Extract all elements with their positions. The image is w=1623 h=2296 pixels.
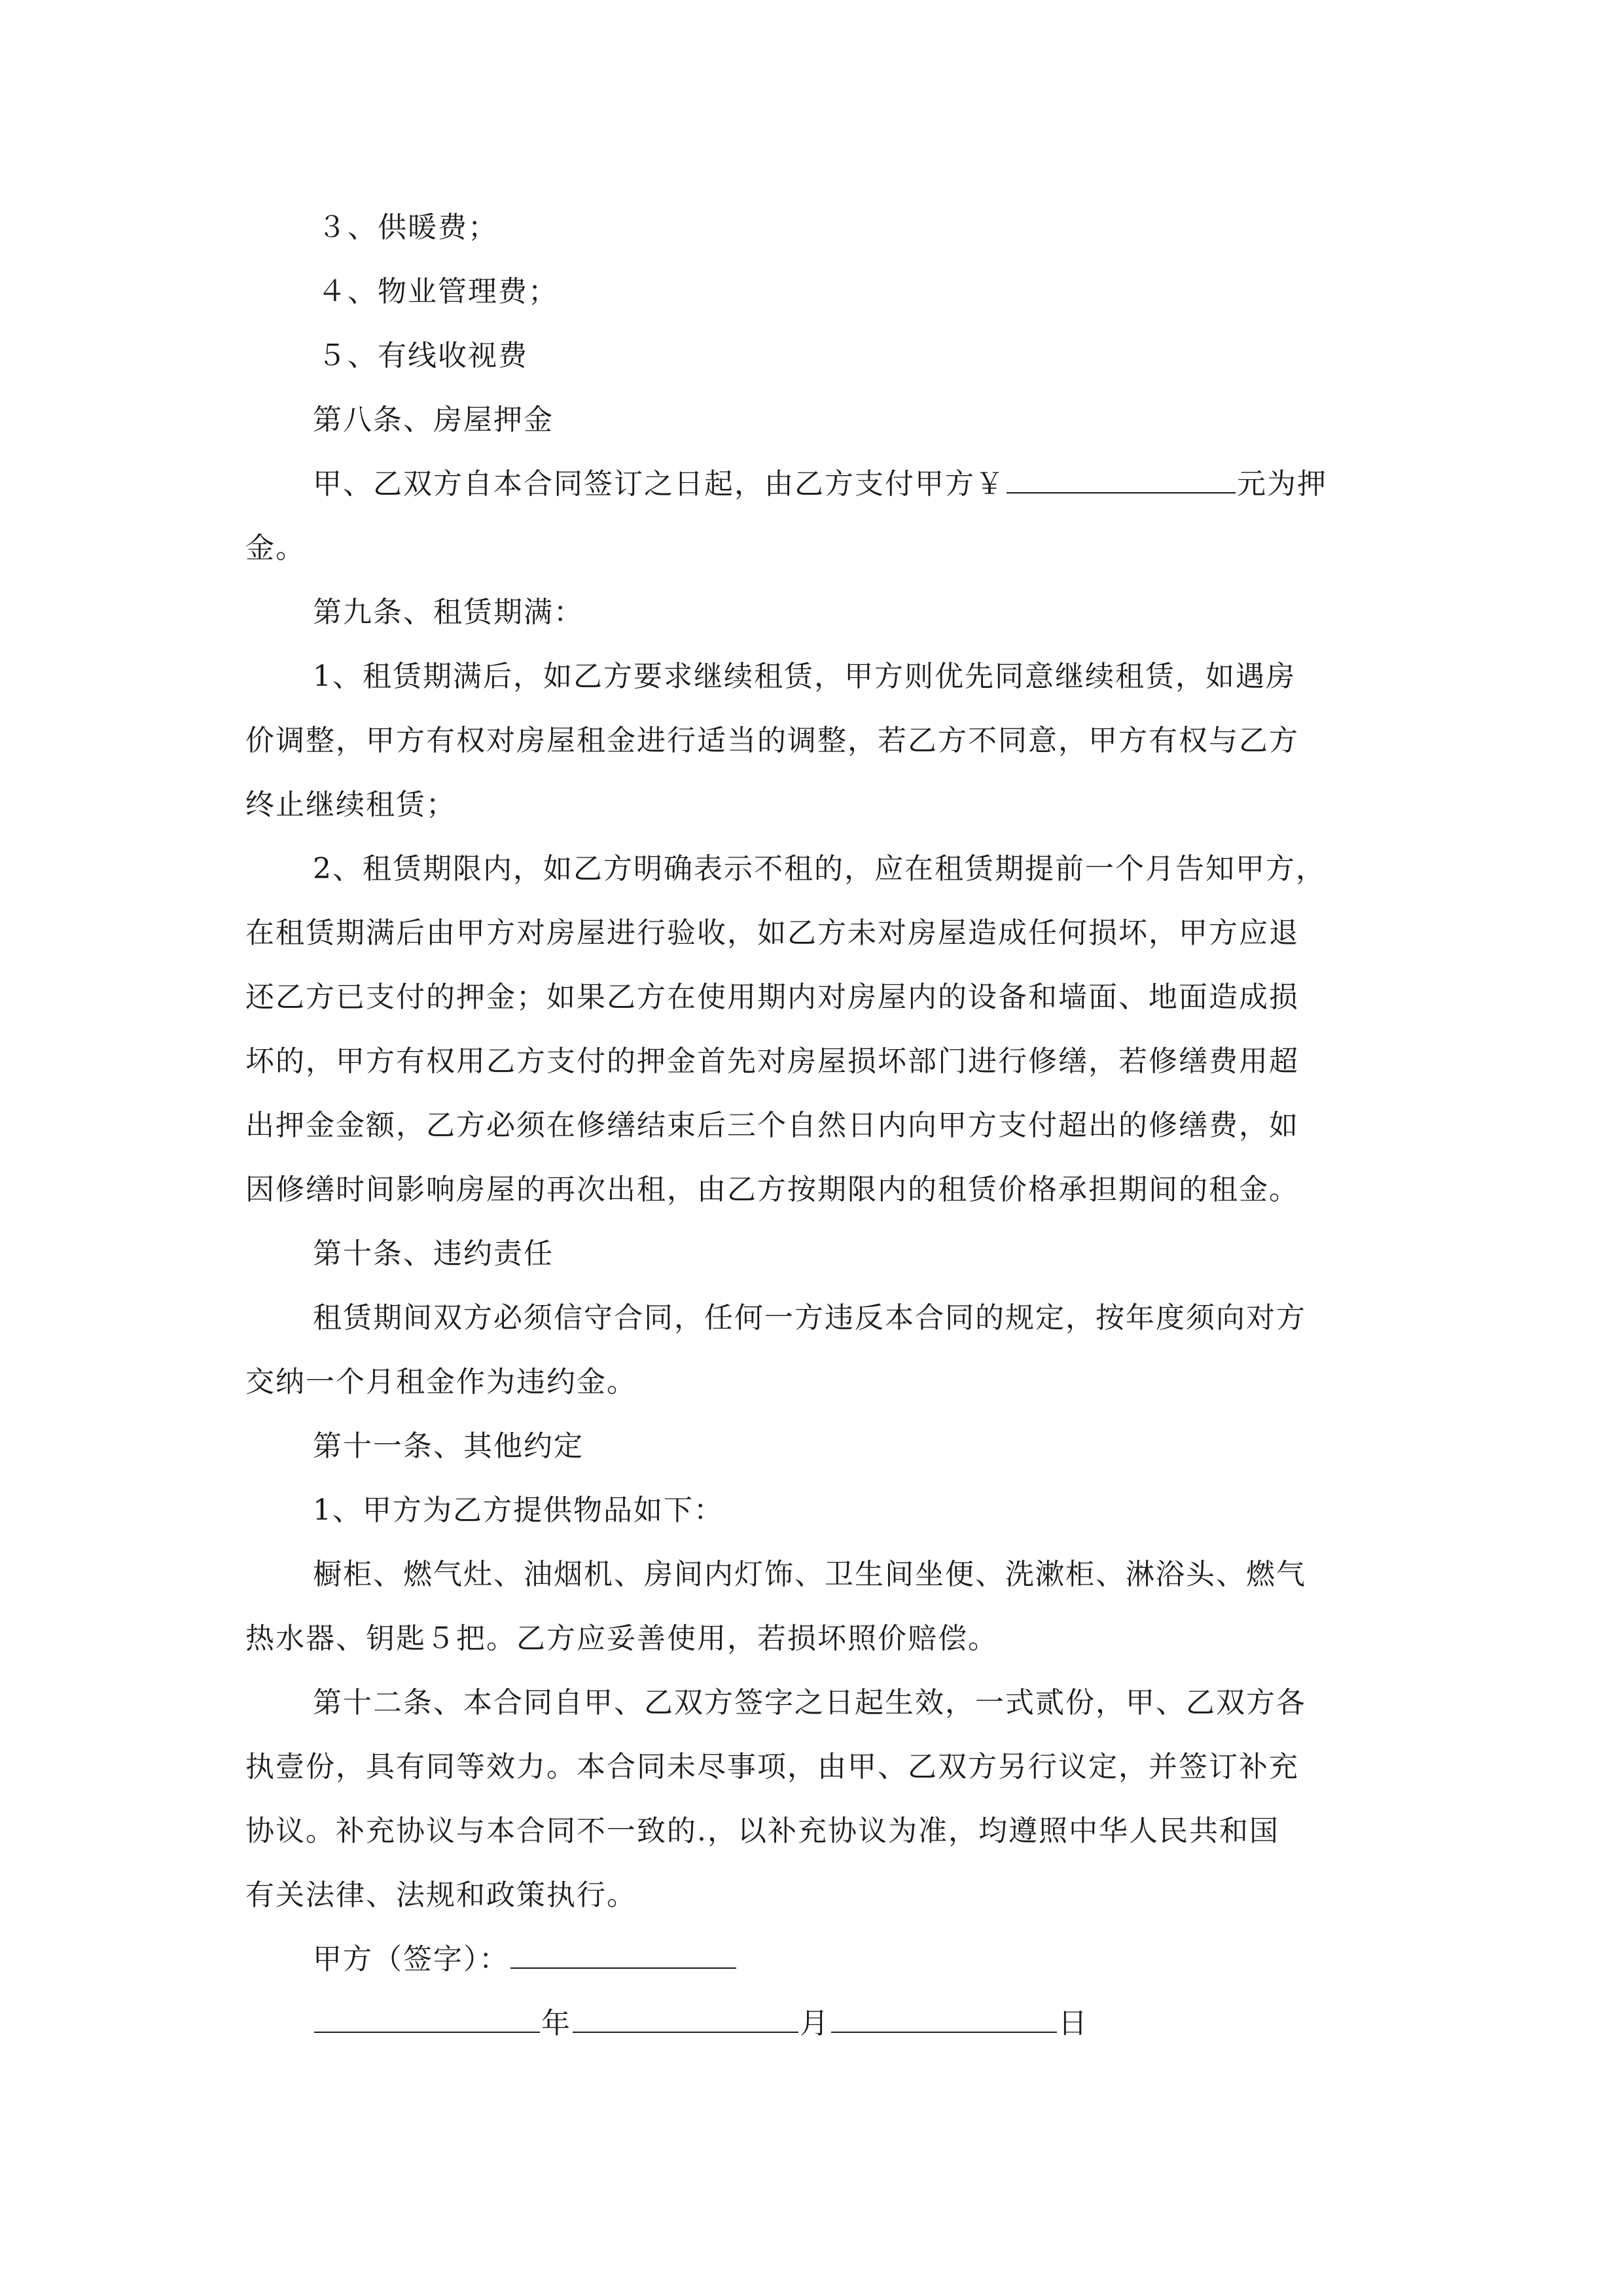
item-heating-fee: ３、供暖费； <box>317 211 498 244</box>
deposit-text-before: 甲、乙双方自本合同签订之日起，由乙方支付甲方￥ <box>313 467 1005 501</box>
day-label: 日 <box>1058 2007 1088 2040</box>
article-12-line-4: 有关法律、法规和政策执行。 <box>245 1878 637 1912</box>
month-blank <box>573 2005 798 2033</box>
article-12-line-2: 执壹份，具有同等效力。本合同未尽事项，由甲、乙双方另行议定，并签订补充 <box>245 1750 1299 1784</box>
article-9-clause-1-line-1: 1、租赁期满后，如乙方要求继续租赁，甲方则优先同意继续租赁，如遇房 <box>313 660 1296 693</box>
article-10-title: 第十条、违约责任 <box>313 1237 554 1270</box>
article-11-title: 第十一条、其他约定 <box>313 1429 584 1463</box>
day-blank <box>831 2005 1057 2033</box>
article-9-clause-2-line-5: 出押金金额，乙方必须在修缮结束后三个自然日内向甲方支付超出的修缮费，如 <box>245 1109 1299 1142</box>
party-a-signature-blank <box>510 1941 736 1969</box>
article-10-paragraph-line-2: 交纳一个月租金作为违约金。 <box>245 1365 637 1399</box>
party-a-signature-label: 甲方（签字）： <box>313 1943 509 1976</box>
article-9-clause-2-line-2: 在租赁期满后由甲方对房屋进行验收，如乙方未对房屋造成任何损坏，甲方应退 <box>245 916 1299 950</box>
deposit-text-after: 元为押 <box>1237 467 1327 501</box>
article-11-clause-1: 1、甲方为乙方提供物品如下： <box>313 1494 724 1527</box>
article-9-clause-2-line-3: 还乙方已支付的押金；如果乙方在使用期内对房屋内的设备和墙面、地面造成损 <box>245 980 1299 1014</box>
article-11-items-line-1: 橱柜、燃气灶、油烟机、房间内灯饰、卫生间坐便、洗漱柜、淋浴头、燃气 <box>313 1558 1306 1591</box>
item-property-fee: ４、物业管理费； <box>317 275 558 308</box>
year-blank <box>314 2005 540 2033</box>
article-11-items-line-2: 热水器、钥匙５把。乙方应妥善使用，若损坏照价赔偿。 <box>245 1622 998 1655</box>
signing-date-line <box>313 2005 1088 2042</box>
article-8-paragraph-line-1 <box>313 466 1327 503</box>
deposit-amount-blank <box>1007 466 1236 493</box>
article-9-title: 第九条、租赁期满： <box>313 596 584 629</box>
article-10-paragraph-line-1: 租赁期间双方必须信守合同，任何一方违反本合同的规定，按年度须向对方 <box>313 1301 1306 1335</box>
article-8-paragraph-line-2: 金。 <box>245 531 306 565</box>
article-8-title: 第八条、房屋押金 <box>313 403 554 437</box>
article-9-clause-2-line-6: 因修缮时间影响房屋的再次出租，由乙方按期限内的租赁价格承担期间的租金。 <box>245 1173 1299 1206</box>
article-9-clause-2-line-1: 2、租赁期限内，如乙方明确表示不租的，应在租赁期提前一个月告知甲方， <box>313 852 1326 886</box>
article-12-line-1: 第十二条、本合同自甲、乙双方签字之日起生效，一式贰份，甲、乙双方各 <box>313 1686 1306 1719</box>
item-cable-tv-fee: ５、有线收视费 <box>317 339 528 372</box>
article-9-clause-1-line-3: 终止继续租赁； <box>245 788 456 821</box>
party-a-signature-line <box>313 1941 738 1978</box>
article-12-line-3: 协议。补充协议与本合同不一致的.，以补充协议为准，均遵照中华人民共和国 <box>245 1814 1279 1848</box>
article-9-clause-1-line-2: 价调整，甲方有权对房屋租金进行适当的调整，若乙方不同意，甲方有权与乙方 <box>245 724 1299 757</box>
year-label: 年 <box>541 2007 571 2040</box>
month-label: 月 <box>800 2007 830 2040</box>
article-9-clause-2-line-4: 坏的，甲方有权用乙方支付的押金首先对房屋损坏部门进行修缮，若修缮费用超 <box>245 1045 1299 1078</box>
